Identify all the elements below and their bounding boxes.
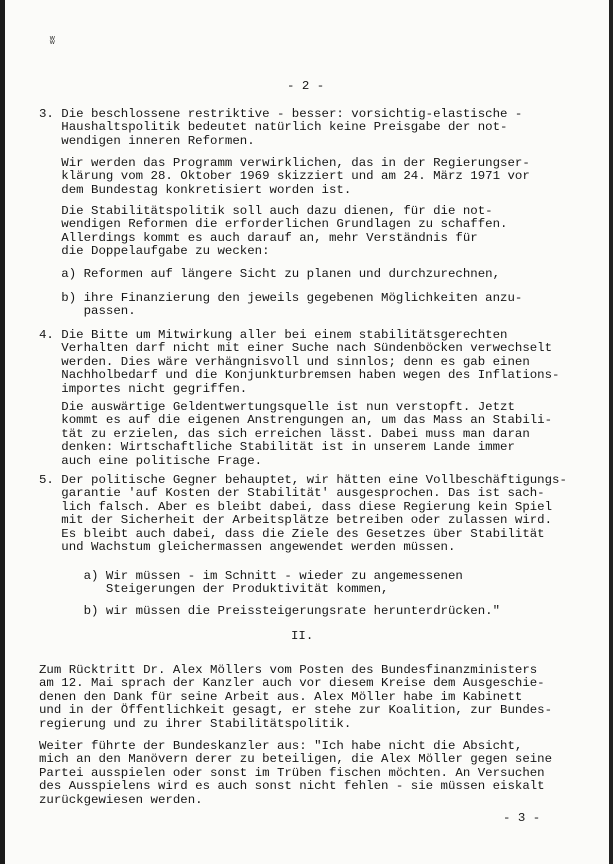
section-2-para-1: Zum Rücktritt Dr. Alex Möllers vom Posten des Bundesfinanzministers am 12. Mai sprach der Kanzler auch vor diesem Kreise dem Ausgeschie- denen den Dank für seine Arbeit aus. Alex Möller habe im Kabinett und in der Öffentlichkeit gesagt, er stehe zur Koalition, zur Bundes- regierung und zu ihrer Stabilitätspolitik. [39, 663, 553, 731]
item-5-sub-b: b) wir müssen die Preissteigerungsrate herunterdrücken." [39, 604, 501, 618]
item-4-para-2: Die auswärtige Geldentwertungsquelle ist nun verstopft. Jetzt kommt es auf die eigenen Anstrengungen an, um das Mass an Stabili- tät zu erzielen, das sich erreichen lässt. Dabei muss man daran denken: Wirtschaftliche Stabilität ist in unserem Lande immer auch eine politische Frage. [61, 400, 553, 468]
section-2-para-2: Weiter führte der Bundeskanzler aus: "Ich habe nicht die Absicht, mich an den Manövern derer zu beteiligen, die Alex Möller gegen seine Partei ausspielen oder sonst im Trüben fischen möchten. An Versuchen des Ausspielens wird es auch sonst nicht fehlen - sie müssen eiskalt zurückgewiesen werden. [39, 739, 553, 807]
item-3-para-1: 3. Die beschlossene restriktive - besser: vorsichtig-elastische - Haushaltspolitik bedeutet natürlich keine Preisgabe der not- wendigen inneren Reformen. [39, 107, 523, 148]
item-3-para-3: Die Stabilitätspolitik soll auch dazu dienen, für die not- wendigen Reformen die erforderlichen Grundlagen zu schaffen. Allerdings kommt es auch darauf an, mehr Verständnis für die Doppelaufgabe zu wecken: [61, 204, 508, 259]
next-page-marker: - 3 - [503, 811, 541, 825]
item-3-sub-b: b) ihre Finanzierung den jeweils gegebenen Möglichkeiten anzu- passen. [61, 291, 523, 319]
section-heading: II. [291, 629, 314, 643]
item-5-para-1: 5. Der politische Gegner behauptet, wir hätten eine Vollbeschäftigungs- garantie 'auf Kosten der Stabilität' ausgesprochen. Das ist sach- lich falsch. Aber es bleibt dabei, dass diese Regierung kein Spiel mit der Sicherheit der Arbeitsplätze betreiben oder zulassen wird. Es bleibt auch dabei, dass die Ziele des Gesetzes über Stabilität und Wachstum gleichermassen angewendet werden müssen. [39, 473, 567, 555]
margin-mark: ʬ [49, 36, 56, 48]
item-5-sub-a: a) Wir müssen - im Schnitt - wieder zu angemessenen Steigerungen der Produktivität kommen, [83, 569, 463, 597]
item-4-para-1: 4. Die Bitte um Mitwirkung aller bei einem stabilitätsgerechten Verhalten darf nicht mit einer Suche nach Sündenböcken verwechselt werden. Dies wäre verhängnisvoll und sinnlos; denn es gab einen Nachholbedarf und die Konjunkturbremsen haben wegen des Inflations- importes nicht gegriffen. [39, 328, 560, 396]
page-number: - 2 - [287, 79, 325, 93]
item-3-para-2: Wir werden das Programm verwirklichen, das in der Regierungser- klärung vom 28. Oktober 1969 skizziert und am 24. März 1971 vor dem Bundestag konkretisiert worden ist. [61, 156, 530, 197]
item-3-sub-a: a) Reformen auf längere Sicht zu planen und durchzurechnen, [39, 267, 501, 281]
